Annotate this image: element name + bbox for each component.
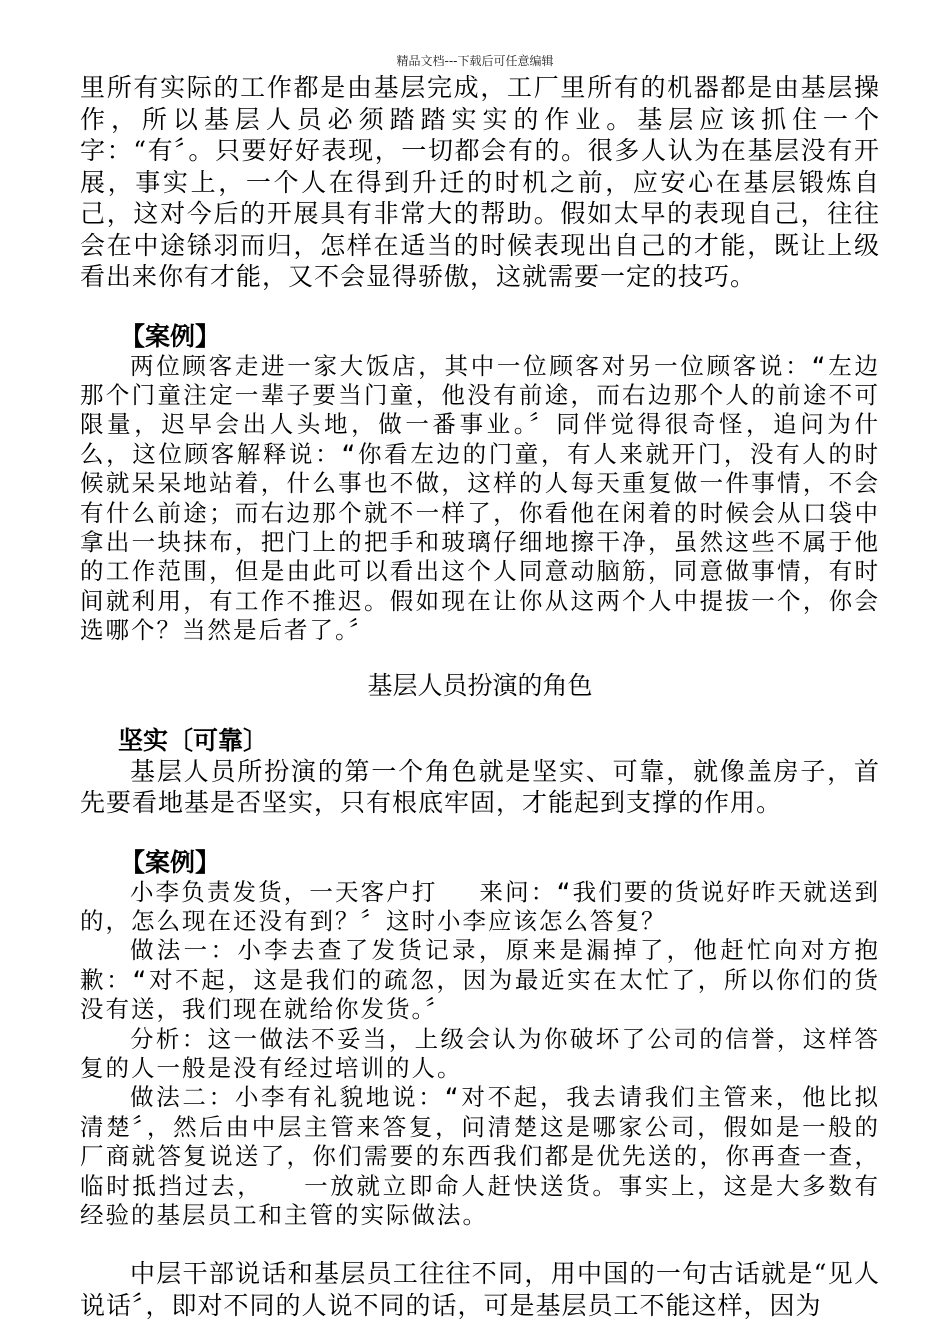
document-body — [80, 72, 880, 1321]
case-label: 【案例】 — [120, 847, 221, 877]
spacer — [80, 293, 880, 321]
spacer — [80, 1230, 880, 1258]
spacer — [80, 701, 880, 725]
case-intro-paragraph: 小李负责发货，一天客户打 来问：“我们要的货说好昨天就送到的，怎么现在还没有到？〞这时小李应该怎么答复？ — [80, 877, 880, 935]
spacer — [80, 646, 880, 670]
section-paragraph: 基层人员所扮演的第一个角色就是坚实、可靠，就像盖房子，首先要看地基是否坚实，只有根底牢固，才能起到支撑的作用。 — [80, 756, 880, 818]
closing-paragraph: 中层干部说话和基层员工往往不同，用中国的一句古话就是“见人说话〞，即对不同的人说不同的话，可是基层员工不能这样，因为 — [80, 1259, 880, 1320]
section-title: 基层人员扮演的角色 — [367, 670, 593, 700]
case-label: 【案例】 — [120, 321, 221, 351]
subheading: 坚实〔可靠〕 — [118, 725, 269, 755]
spacer — [80, 819, 880, 847]
analysis-paragraph: 分析：这一做法不妥当，上级会认为你破坏了公司的信誉，这样答复的人一般是没有经过培训的人。 — [80, 1024, 880, 1082]
intro-paragraph: 里所有实际的工作都是由基层完成，工厂里所有的机器都是由基层操作，所以基层人员必须踏踏实实的作业。基层应该抓住一个字：“有〞。只要好好表现，一切都会有的。很多人认为在基层没有开展，事实上，一个人在得到升迁的时机之前，应安心在基层锻炼自己，这对今后的开展具有非常大的帮助。假如太早的表现自己，往往会在中途铩羽而归，怎样在适当的时候表现出自己的才能，既让上级看出来你有才能，又不会显得骄傲，这就需要一定的技巧。 — [80, 73, 880, 291]
page-header: 精品文档---下载后可任意编辑 — [396, 54, 554, 68]
method-two-paragraph: 做法二：小李有礼貌地说：“对不起，我去请我们主管来，他比拟清楚〞，然后由中层主管来答复，问清楚这是哪家公司，假如是一般的厂商就答复说送了，你们需要的东西我们都是优先送的，你再查一查，临时抵挡过去， 一放就立即命人赶快送货。事实上，这是大多数有经验的基层员工和主管的实际做法。 — [80, 1083, 880, 1230]
case-paragraph: 两位顾客走进一家大饭店，其中一位顾客对另一位顾客说：“左边那个门童注定一辈子要当门童，他没有前途，而右边那个人的前途不可限量，迟早会出人头地，做一番事业。〞同伴觉得很奇怪，追问为什么，这位顾客解释说：“你看左边的门童，有人来就开门，没有人的时候就呆呆地站着，什么事也不做，这样的人每天重复做一件事情，不会有什么前途；而右边那个就不一样了，你看他在闲着的时候会从口袋中拿出一块抹布，把门上的把手和玻璃仔细地擦干净，虽然这些不属于他的工作范围，但是由此可以看出这个人同意动脑筋，同意做事情，有时间就利用，有工作不推迟。假如现在让你从这两个人中提拔一个，你会选哪个？当然是后者了。〞 — [80, 351, 880, 645]
method-one-paragraph: 做法一：小李去查了发货记录，原来是漏掉了，他赶忙向对方抱歉：“对不起，这是我们的疏忽，因为最近实在太忙了，所以你们的货没有送，我们现在就给你发货。〞 — [80, 936, 880, 1024]
